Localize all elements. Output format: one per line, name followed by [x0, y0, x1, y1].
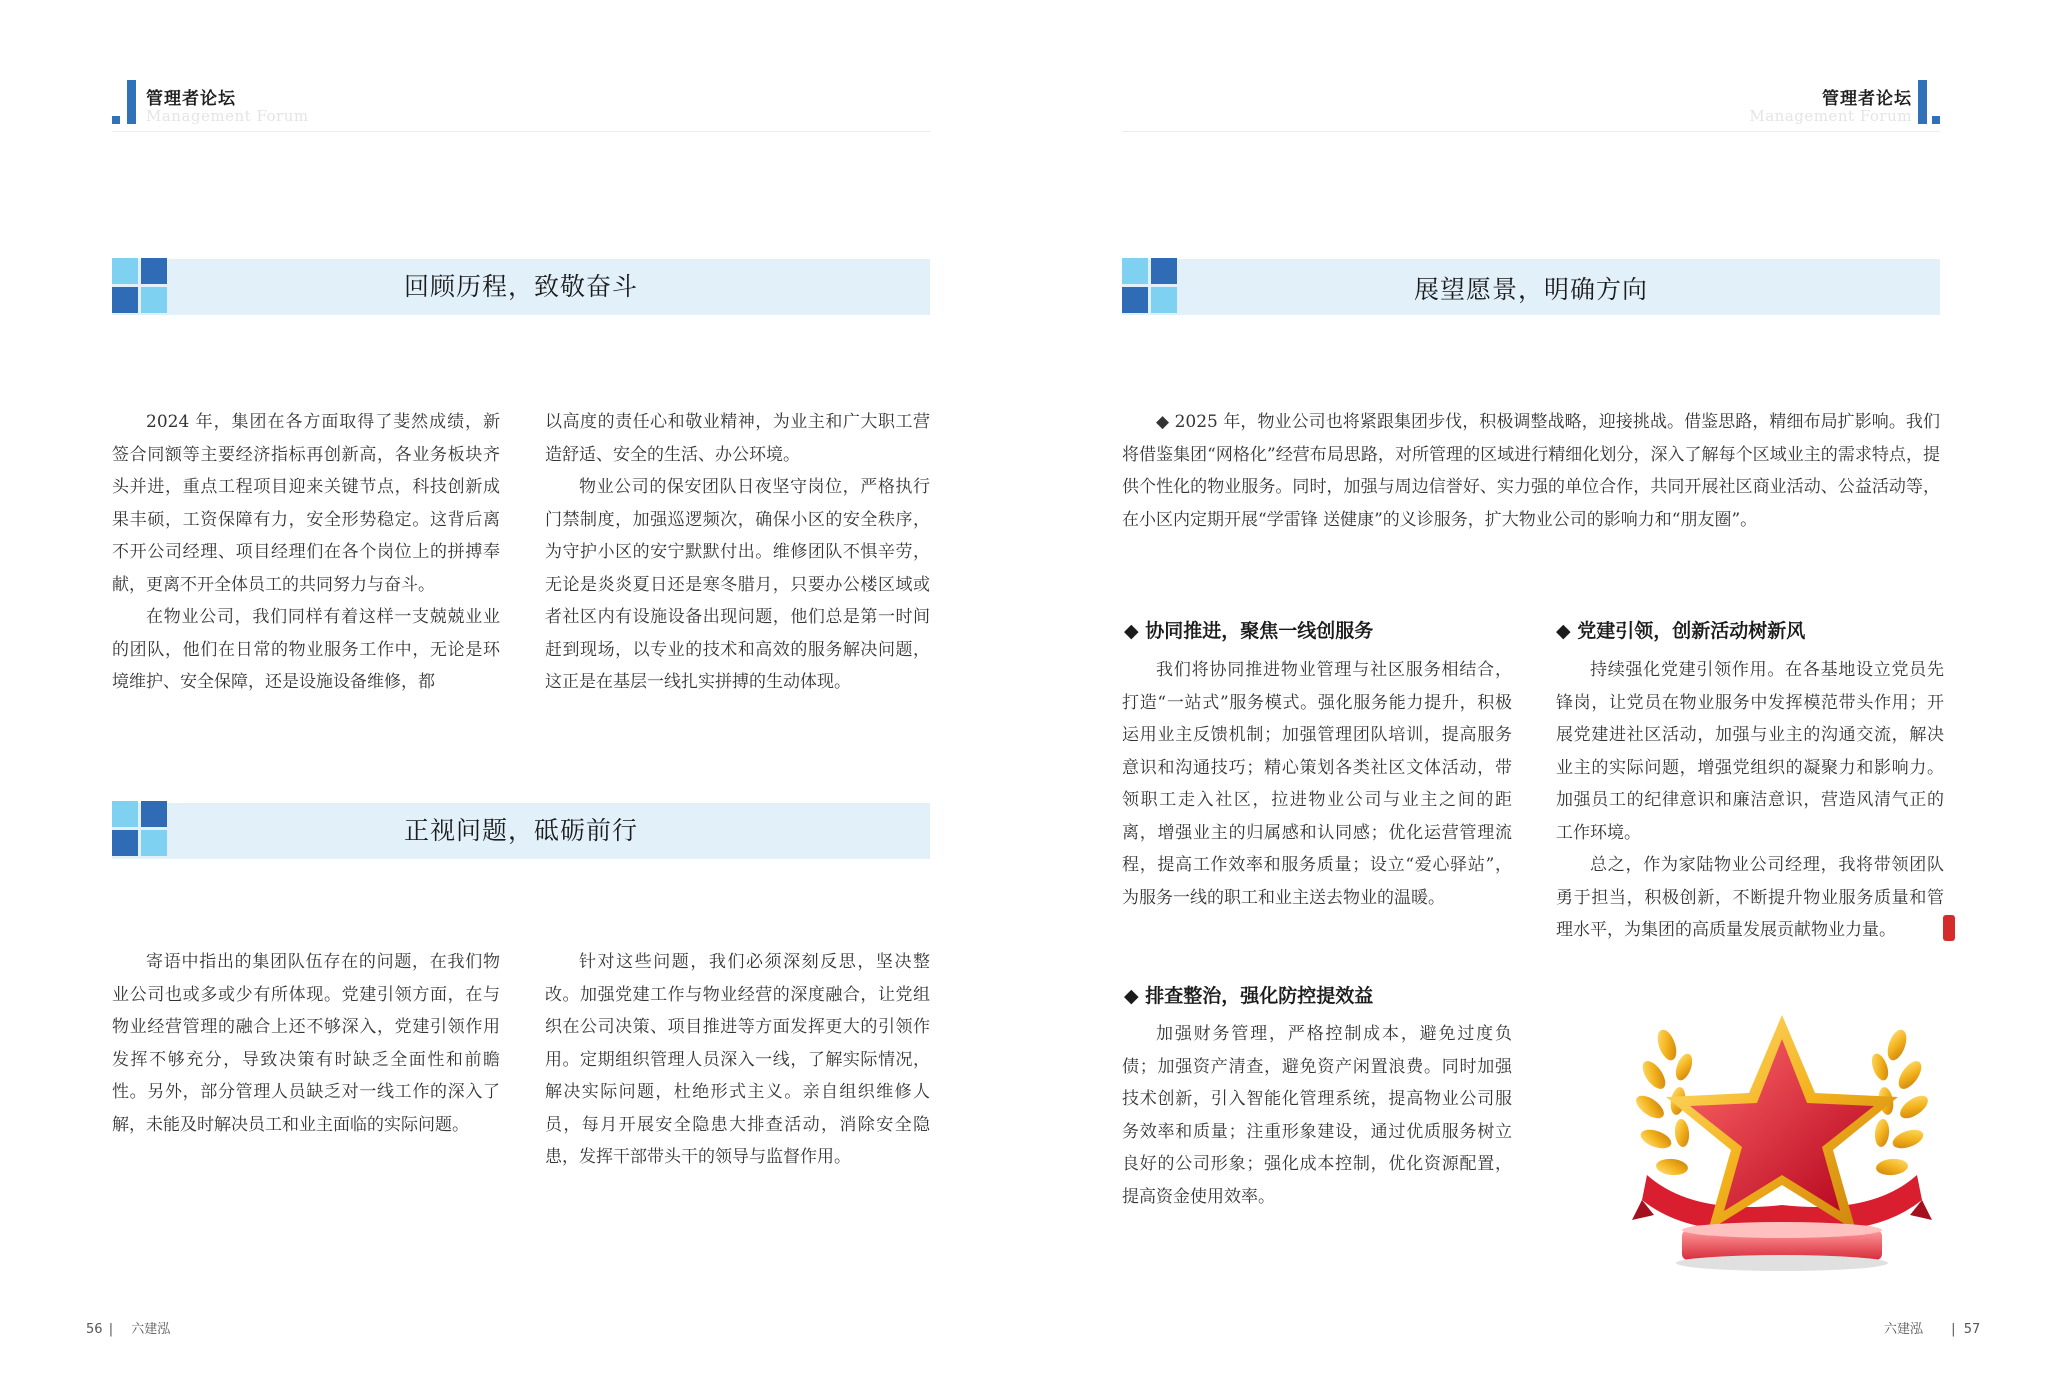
- heading-square: [141, 258, 167, 284]
- text-column: [112, 406, 500, 699]
- intro-text: [1122, 406, 1940, 536]
- star-trophy-illustration: [1632, 1005, 1932, 1285]
- heading-square: [1151, 287, 1177, 313]
- header-bar-small: [1932, 116, 1940, 124]
- subheading: ◆ 协同推进，聚焦一线创服务: [1124, 620, 1374, 642]
- heading-square: [141, 287, 167, 313]
- footer-separator: |: [108, 1322, 114, 1337]
- text-column: [1122, 654, 1512, 914]
- page-footer: [1884, 1318, 1980, 1337]
- header-rule: [112, 131, 930, 132]
- subheading: ◆ 排查整治，强化防控提效益: [1124, 985, 1374, 1007]
- text-column: [545, 946, 930, 1174]
- heading-square: [112, 830, 138, 856]
- page-number: 56: [86, 1322, 103, 1337]
- paragraph: 我们将协同推进物业管理与社区服务相结合，打造“一站式”服务模式。强化服务能力提升，积极运用业主反馈机制；加强管理团队培训，提高服务意识和沟通技巧；精心策划各类社区文体活动，带领职工走入社区，拉进物业公司与业主之间的距离，增强业主的归属感和认同感；优化运营管理流程，提高工作效率和服务质量；设立“爱心驿站”，为服务一线的职工和业主送去物业的温暖。: [1122, 660, 1512, 908]
- page-footer: [86, 1318, 170, 1337]
- section-heading-band: [112, 803, 930, 859]
- header-rule: [1122, 131, 1940, 132]
- paragraph: 以高度的责任心和敬业精神，为业主和广大职工营造舒适、安全的生活、办公环境。: [545, 412, 930, 465]
- heading-square: [1122, 287, 1148, 313]
- heading-square: [141, 830, 167, 856]
- section-title: 回顾历程，致敬奋斗: [403, 272, 638, 301]
- paragraph: ◆ 2025 年，物业公司也将紧跟集团步伐，积极调整战略，迎接挑战。借鉴思路，精细布局扩影响。我们将借鉴集团“网格化”经营布局思路，对所管理的区域进行精细化划分，深入了解每个区域业主的需求特点，提供个性化的物业服务。同时，加强与周边信誉好、实力强的单位合作，共同开展社区商业活动、公益活动等，在小区内定期开展“学雷锋 送健康”的义诊服务，扩大物业公司的影响力和“朋友圈”。: [1122, 412, 1940, 530]
- section-heading-band: [1122, 259, 1940, 315]
- section-heading-band: [112, 259, 930, 315]
- footer-separator: |: [1951, 1322, 1956, 1337]
- heading-square: [141, 801, 167, 827]
- text-column: [1122, 1018, 1512, 1213]
- header-bar-small: [112, 116, 120, 124]
- heading-square: [1151, 258, 1177, 284]
- header-title: 管理者论坛: [1822, 89, 1912, 109]
- section-title: 展望愿景，明确方向: [1413, 275, 1648, 304]
- heading-square: [112, 287, 138, 313]
- paragraph: 加强财务管理，严格控制成本，避免过度负债；加强资产清查，避免资产闲置浪费。同时加强技术创新，引入智能化管理系统，提高物业公司服务效率和质量；注重形象建设，通过优质服务树立良好的公司形象；强化成本控制，优化资源配置，提高资金使用效率。: [1122, 1024, 1512, 1207]
- header-subtitle: Management Forum: [1749, 107, 1912, 125]
- paragraph: 2024 年，集团在各方面取得了斐然成绩，新签合同额等主要经济指标再创新高，各业务板块齐头并进，重点工程项目迎来关键节点，科技创新成果丰硕，工资保障有力，安全形势稳定。这背后离不开公司经理、项目经理们在各个岗位上的拼搏奉献，更离不开全体员工的共同努力与奋斗。: [112, 412, 500, 595]
- paragraph: 在物业公司，我们同样有着这样一支兢兢业业的团队，他们在日常的物业服务工作中，无论是环境维护、安全保障，还是设施设备维修，都: [112, 607, 500, 692]
- red-seal-icon: [1943, 915, 1955, 941]
- text-column: [1556, 654, 1944, 947]
- header-subtitle: Management Forum: [146, 107, 309, 125]
- section-title: 正视问题，砥砺前行: [403, 816, 638, 845]
- paragraph: 针对这些问题，我们必须深刻反思，坚决整改。加强党建工作与物业经营的深度融合，让党组织在公司决策、项目推进等方面发挥更大的引领作用。定期组织管理人员深入一线，了解实际情况，解决实际问题，杜绝形式主义。亲自组织维修人员，每月开展安全隐患大排查活动，消除安全隐患，发挥干部带头干的领导与监督作用。: [545, 952, 930, 1167]
- heading-square: [112, 258, 138, 284]
- header-bar: [127, 80, 136, 124]
- paragraph: 总之，作为家陆物业公司经理，我将带领团队勇于担当，积极创新，不断提升物业服务质量和管理水平，为集团的高质量发展贡献物业力量。: [1556, 855, 1944, 940]
- header-title: 管理者论坛: [146, 89, 236, 109]
- paragraph: 物业公司的保安团队日夜坚守岗位，严格执行门禁制度，加强巡逻频次，确保小区的安全秩序，为守护小区的安宁默默付出。维修团队不惧辛劳，无论是炎炎夏日还是寒冬腊月，只要办公楼区域或者社区内有设施设备出现问题，他们总是第一时间赶到现场，以专业的技术和高效的服务解决问题，这正是在基层一线扎实拼搏的生动体现。: [545, 477, 930, 692]
- paragraph: 持续强化党建引领作用。在各基地设立党员先锋岗，让党员在物业服务中发挥模范带头作用；开展党建进社区活动，加强与业主的沟通交流，解决业主的实际问题，增强党组织的凝聚力和影响力。加强员工的纪律意识和廉洁意识，营造风清气正的工作环境。: [1556, 660, 1944, 843]
- footer-brand: 六建泓: [1884, 1322, 1924, 1337]
- heading-square: [112, 801, 138, 827]
- paragraph: 寄语中指出的集团队伍存在的问题，在我们物业公司也或多或少有所体现。党建引领方面，在与物业经营管理的融合上还不够深入，党建引领作用发挥不够充分，导致决策有时缺乏全面性和前瞻性。另外，部分管理人员缺乏对一线工作的深入了解，未能及时解决员工和业主面临的实际问题。: [112, 952, 500, 1135]
- heading-square: [1122, 258, 1148, 284]
- text-column: [112, 946, 500, 1141]
- page-number: 57: [1963, 1322, 1981, 1337]
- text-column: [545, 406, 930, 699]
- header-bar: [1918, 80, 1927, 124]
- footer-brand: 六建泓: [131, 1322, 171, 1337]
- subheading: ◆ 党建引领，创新活动树新风: [1556, 620, 1806, 642]
